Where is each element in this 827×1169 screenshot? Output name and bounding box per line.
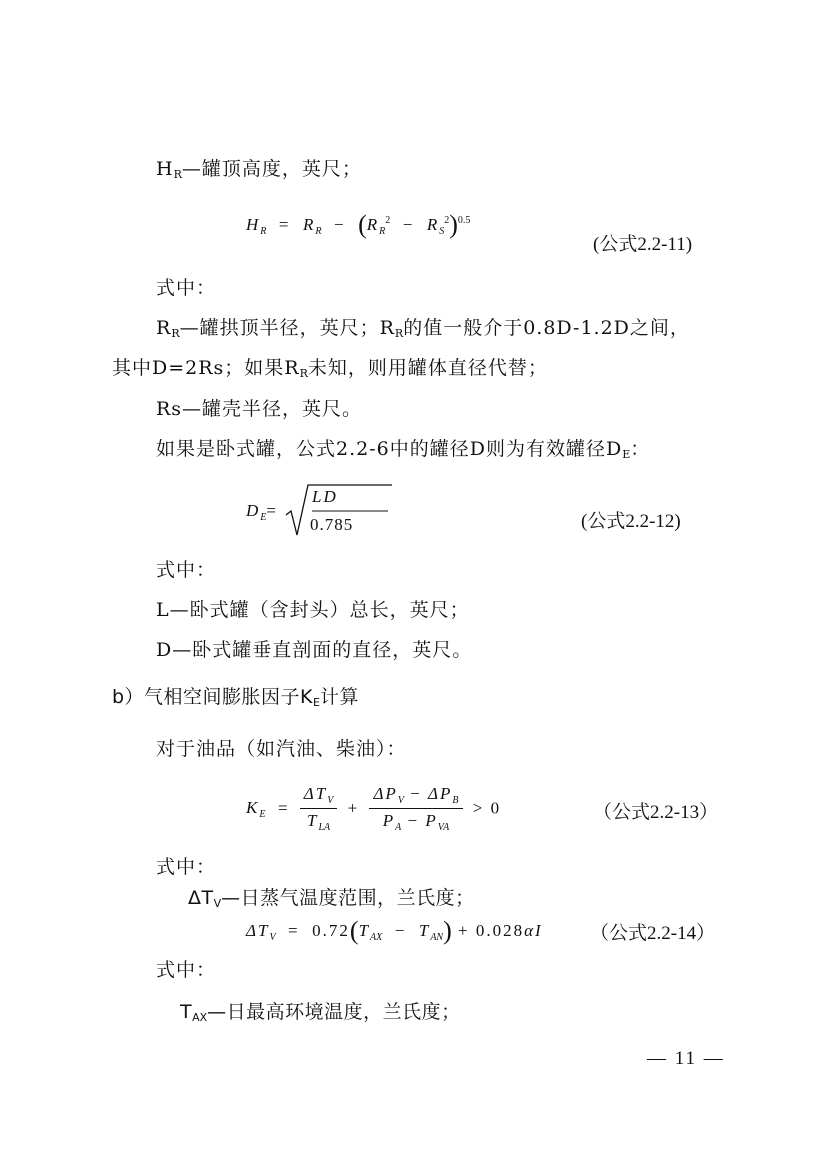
equation-2-2-11: $H_R = R_R - (R_R^2 - R_S^2)^{0.5}$ xyxy=(246,210,471,239)
equation-number-2-2-11: (公式2.2-11) xyxy=(593,234,693,255)
equation-number-2-2-14: （公式2.2-14） xyxy=(590,923,716,944)
horizontal-tank-note: 如果是卧式罐，公式2.2-6中的罐径D则为有效罐径$D_E$： xyxy=(156,438,651,461)
exponent: 0.5 xyxy=(457,215,471,226)
where-label: 式中： xyxy=(156,277,217,299)
equation-number-2-2-12: (公式2.2-12) xyxy=(581,511,681,532)
where-label: 式中： xyxy=(156,856,217,878)
oil-products-line: 对于油品（如汽油、柴油）： xyxy=(156,738,407,760)
hr-definition xyxy=(156,157,362,187)
hr-text: —罐顶高度，英尺； xyxy=(181,158,362,180)
where-label: 式中： xyxy=(156,559,217,581)
rr-definition-continued: 其中D=2Rs；如果$R_R$未知，则用罐体直径代替； xyxy=(112,357,548,380)
tax-definition: $T_{AX}—$日最高环境温度，兰氏度； xyxy=(180,1001,461,1024)
fraction-pressure: $\frac{\Delta P_V - \Delta P_B}{P_A - P_{VA}}$ xyxy=(369,784,462,833)
rs-definition: Rs—罐壳半径，英尺。 xyxy=(156,398,363,420)
sqrt-denominator: 0.785 xyxy=(310,515,354,534)
d-definition: D—卧式罐垂直剖面的直径，英尺。 xyxy=(156,639,473,661)
page-number: — 11 — xyxy=(647,1048,725,1069)
where-label: 式中： xyxy=(156,959,217,981)
rr-definition: $R_R—$罐拱顶半径，英尺；$R_R$的值一般介于0.8D-1.2D之间， xyxy=(156,317,690,340)
sqrt-numerator: LD xyxy=(312,487,338,506)
l-definition: L—卧式罐（含封头）总长，英尺； xyxy=(156,599,470,621)
delta-tv-definition: $\Delta T_V—$日蒸气温度范围，兰氏度； xyxy=(188,887,475,910)
hr-subscript: R xyxy=(173,168,182,181)
equation-2-2-14: $\Delta T_V = 0.72(T_{AX} - T_{AN}) + 0.028\alpha I$ xyxy=(246,916,543,945)
equation-2-2-13: $K_E$ = $\frac{\Delta T_V}{T_{LA}}$ + $\frac{\Delta P_V - \Delta P_B}{P_A - P_{VA}}$ > 0 xyxy=(246,784,502,833)
hr-symbol: H xyxy=(156,158,174,180)
equation-number-2-2-13: （公式2.2-13） xyxy=(593,802,719,823)
fraction-temperature: $\frac{\Delta T_V}{T_{LA}}$ xyxy=(300,784,338,833)
section-heading-b: b）气相空间膨胀因子$K_E$计算 xyxy=(112,686,359,709)
